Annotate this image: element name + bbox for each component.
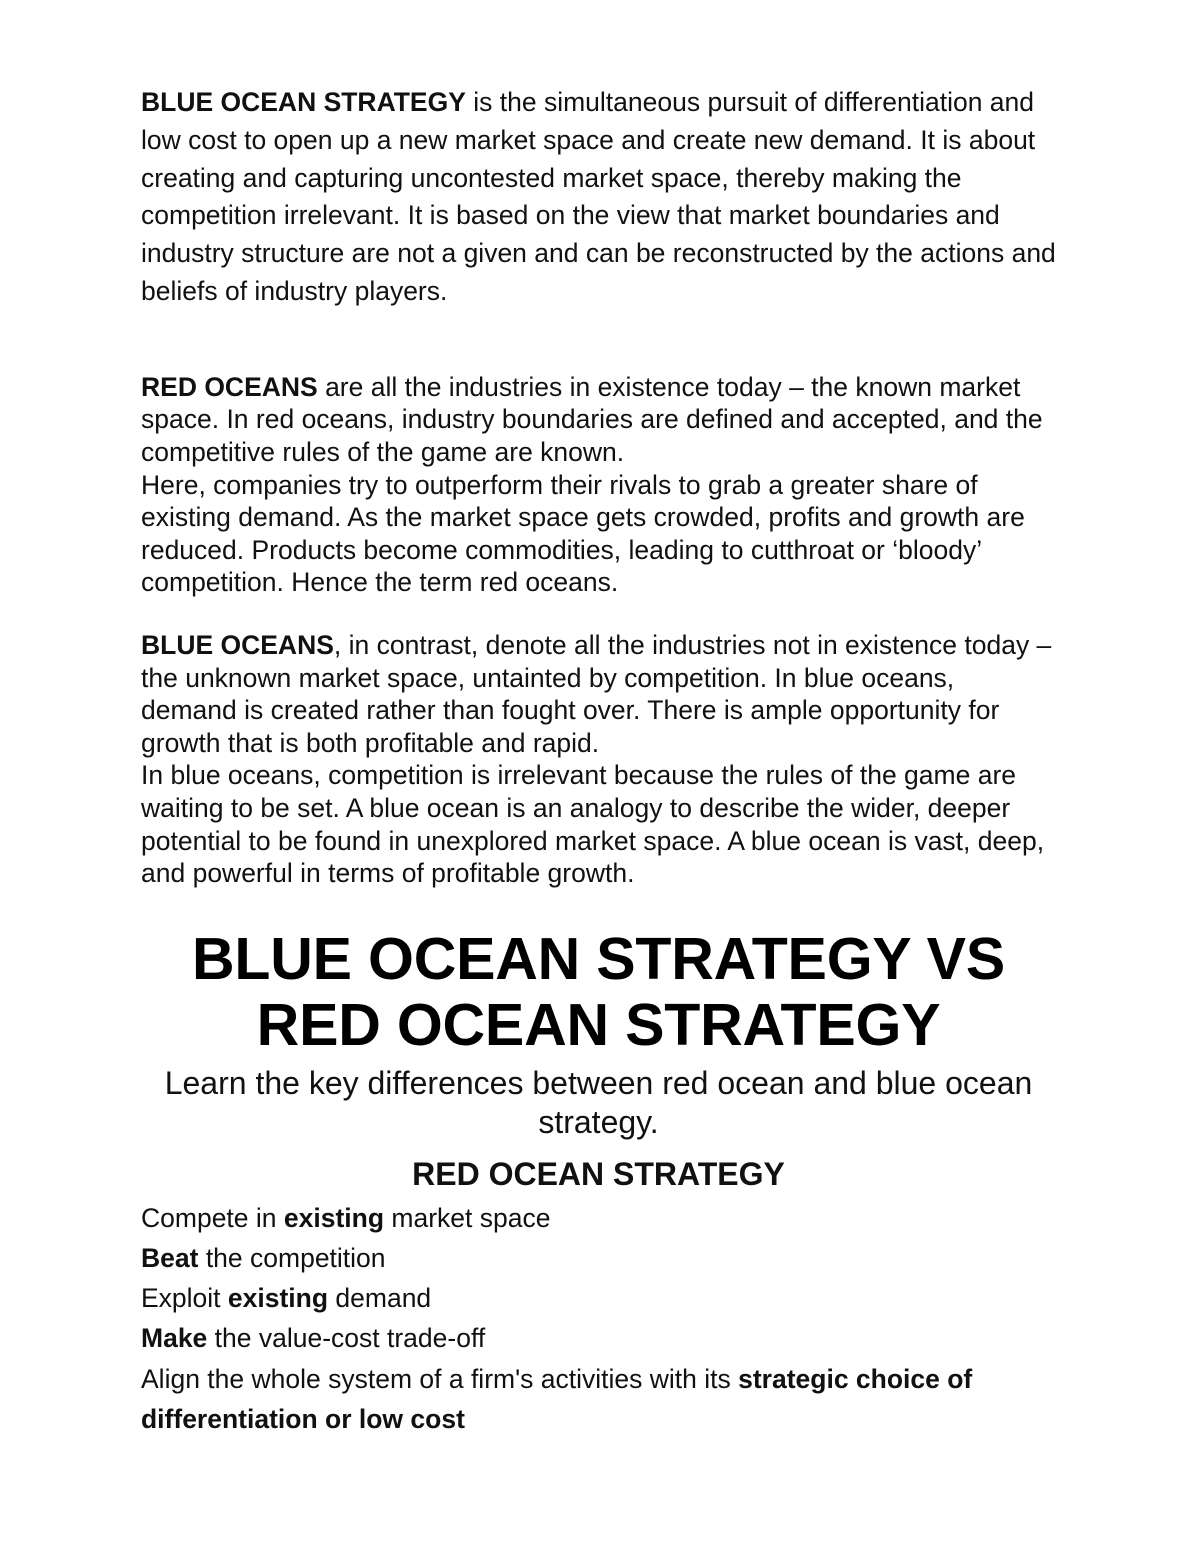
list-item: Align the whole system of a firm's activities with its strategic choice of differentiation or low cost (141, 1363, 973, 1434)
page-title: BLUE OCEAN STRATEGY VS RED OCEAN STRATEGY (192, 925, 1005, 1058)
term-blue-ocean-strategy: BLUE OCEAN STRATEGY (141, 87, 466, 117)
paragraph-red-oceans (141, 371, 1056, 599)
page-subtitle: Learn the key differences between red ocean and blue ocean strategy. (164, 1064, 1033, 1140)
red-ocean-list (141, 1198, 1056, 1439)
list-item: Exploit existing demand (141, 1283, 432, 1314)
paragraph-text: , in contrast, denote all the industries not in existence today – the unknown market space, untainted by competition. In blue oceans, demand is created rather than fought over. There is ample opportunity for growth that is both profitable and rapid. (141, 629, 1052, 758)
term-blue-oceans: BLUE OCEANS (141, 629, 334, 660)
term-red-oceans: RED OCEANS (141, 371, 318, 402)
paragraph-text: are all the industries in existence today – the known market space. In red oceans, industry boundaries are defined and accepted, and the competitive rules of the game are known. (141, 371, 1043, 467)
list-item: Compete in existing market space (141, 1202, 551, 1233)
list-item: Make the value-cost trade-off (141, 1323, 486, 1354)
document-content (141, 84, 1056, 1439)
paragraph-blue-oceans (141, 629, 1056, 890)
paragraph-text-continued: Here, companies try to outperform their rivals to grab a greater share of existing demand. As the market space gets crowded, profits and growth are reduced. Products become commodities, leading to cutthroat or ‘bloody’ competition. Hence the term red oceans. (141, 469, 1025, 598)
list-item: Beat the competition (141, 1242, 386, 1273)
paragraph-text: is the simultaneous pursuit of differentiation and low cost to open up a new market space and create new demand. It is about creating and capturing uncontested market space, thereby making the competition irrelevant. It is based on the view that market boundaries and industry structure are not a given and can be reconstructed by the actions and beliefs of industry players. (141, 87, 1056, 306)
paragraph-blue-ocean-strategy (141, 84, 1056, 311)
paragraph-text-continued: In blue oceans, competition is irrelevant because the rules of the game are waiting to be set. A blue ocean is an analogy to describe the wider, deeper potential to be found in unexplored market space. A blue ocean is vast, deep, and powerful in terms of profitable growth. (141, 760, 1045, 889)
section-heading-red-ocean-strategy: RED OCEAN STRATEGY (412, 1155, 785, 1192)
